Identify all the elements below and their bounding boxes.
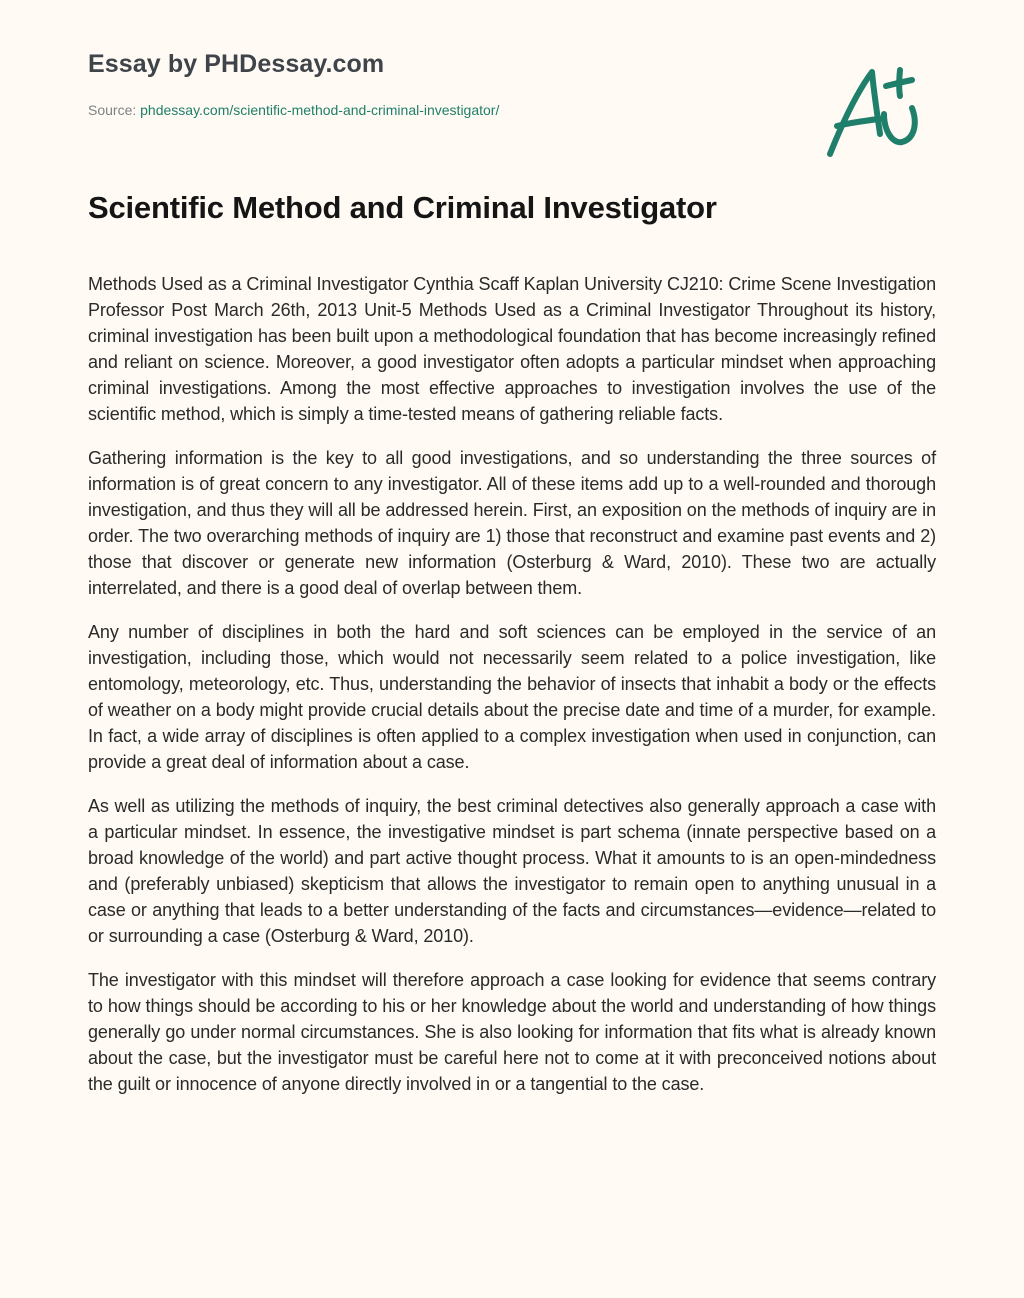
essay-paragraph: The investigator with this mindset will therefore approach a case looking for evidence that seems contrary to how things should be according to his or her knowledge about the world and understanding of how things generally go under normal circumstances. She is also looking for information that fits what is already known about the case, but the investigator must be careful here not to come at it with preconceived notions about the guilt or innocence of anyone directly involved in or a tangential to the case. <box>88 970 936 1094</box>
essay-paragraph: Methods Used as a Criminal Investigator Cynthia Scaff Kaplan University CJ210: Crime Scene Investigation Professor Post March 26th, 2013 Unit-5 Methods Used as a Criminal Investigator Throughout its history, criminal investigation has been built upon a methodological foundation that has become increasingly refined and reliant on science. Moreover, a good investigator often adopts a particular mindset when approaching criminal investigations. Among the most effective approaches to investigation involves the use of the scientific method, which is simply a time-tested means of gathering reliable facts. <box>88 274 936 424</box>
essay-paragraph: As well as utilizing the methods of inquiry, the best criminal detectives also generally approach a case with a particular mindset. In essence, the investigative mindset is part schema (innate perspective based on a broad knowledge of the world) and part active thought process. What it amounts to is an open-mindedness and (preferably unbiased) skepticism that allows the investigator to remain open to anything unusual in a case or anything that leads to a better understanding of the facts and circumstances—evidence—related to or surrounding a case (Osterburg & Ward, 2010). <box>88 796 936 946</box>
essay-title: Scientific Method and Criminal Investigator <box>88 190 717 225</box>
essay-body <box>88 271 936 1115</box>
source-link[interactable]: phdessay.com/scientific-method-and-criminal-investigator/ <box>140 102 500 118</box>
a-plus-grade-icon <box>822 64 932 164</box>
source-label: Source: <box>88 102 141 118</box>
essay-paragraph: Gathering information is the key to all good investigations, and so understanding the three sources of information is of great concern to any investigator. All of these items add up to a well-rounded and thorough investigation, and thus they will all be addressed herein. First, an exposition on the methods of inquiry are in order. The two overarching methods of inquiry are 1) those that reconstruct and examine past events and 2) those that discover or generate new information (Osterburg & Ward, 2010). These two are actually interrelated, and there is a good deal of overlap between them. <box>88 448 936 598</box>
site-title: Essay by PHDessay.com <box>88 50 385 78</box>
source-line <box>88 102 499 118</box>
essay-paragraph: Any number of disciplines in both the hard and soft sciences can be employed in the service of an investigation, including those, which would not necessarily seem related to a police investigation, like entomology, meteorology, etc. Thus, understanding the behavior of insects that inhabit a body or the effects of weather on a body might provide crucial details about the precise date and time of a murder, for example. In fact, a wide array of disciplines is often applied to a complex investigation when used in conjunction, can provide a great deal of information about a case. <box>88 622 936 772</box>
